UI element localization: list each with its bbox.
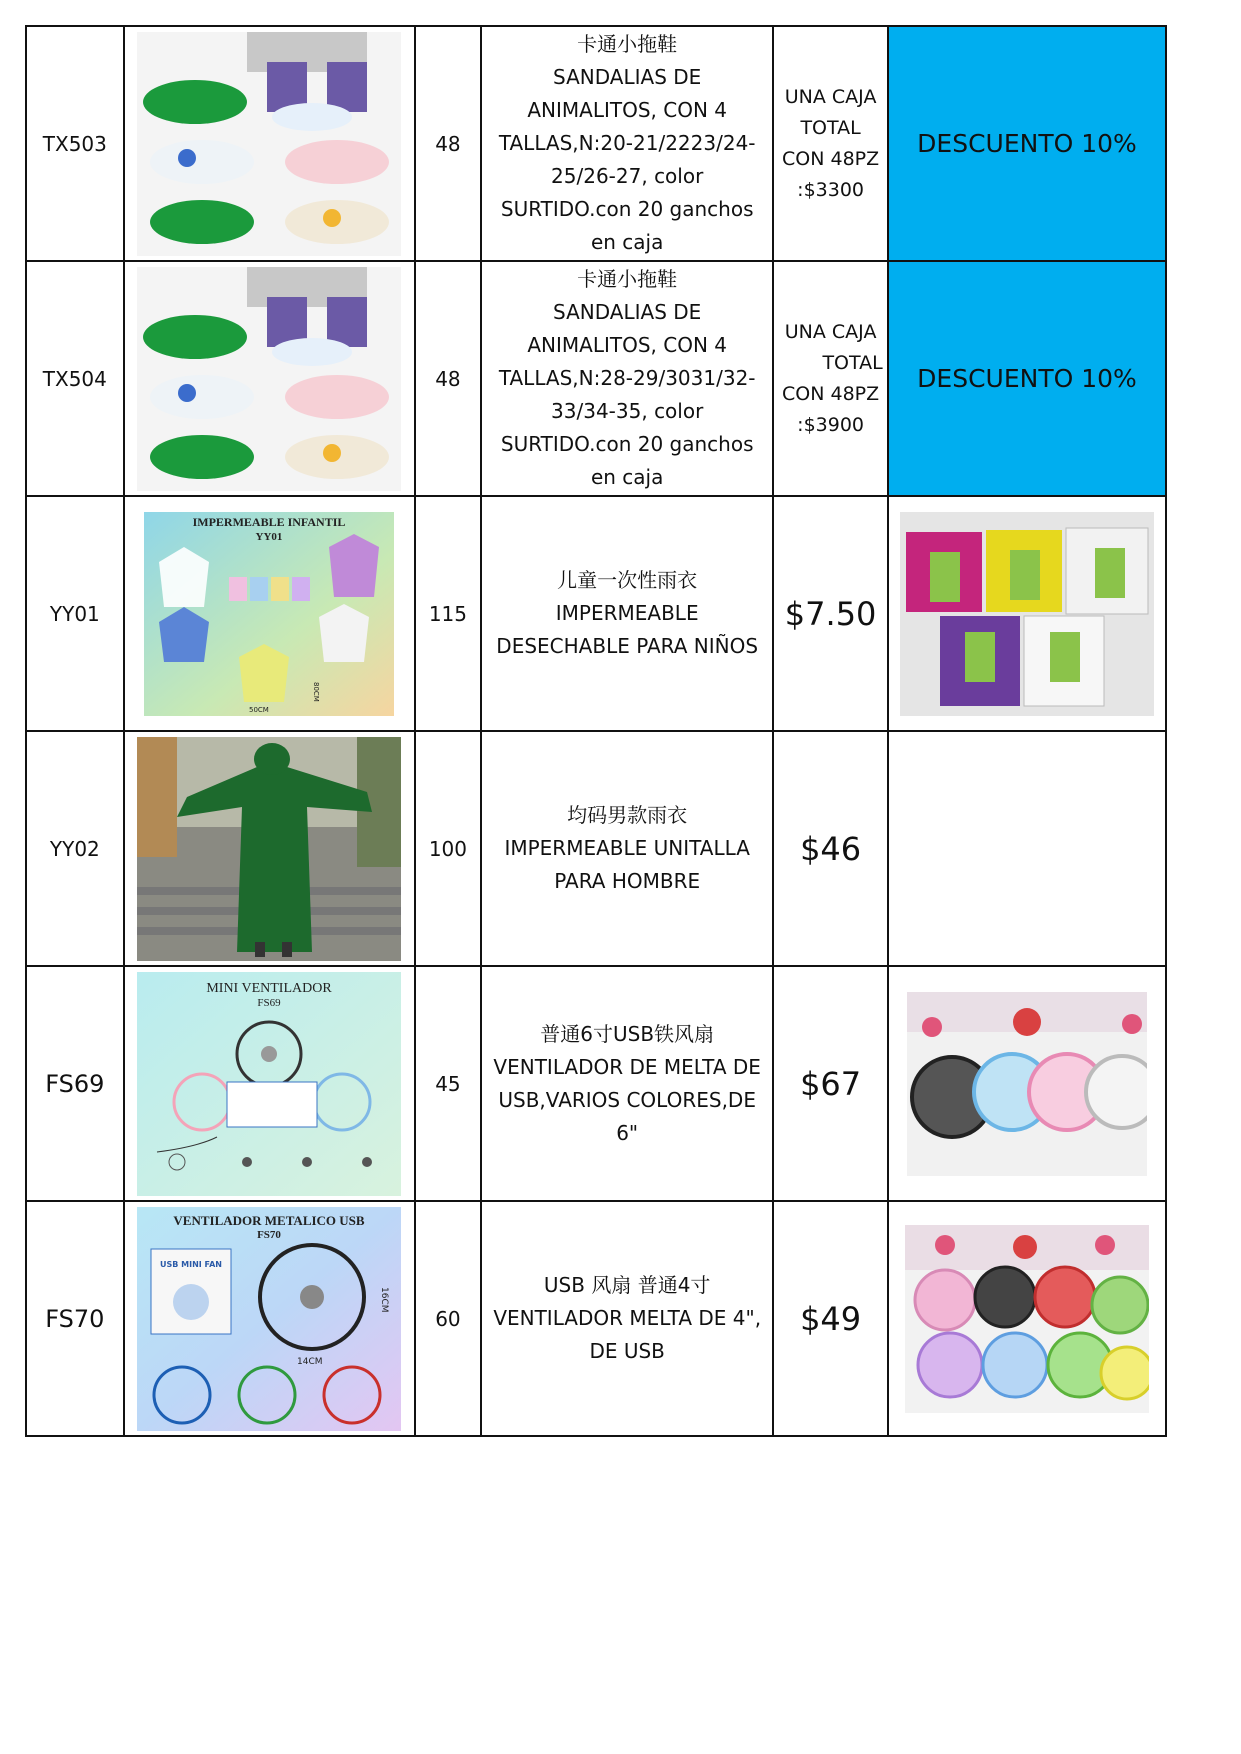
description-chinese: USB 风扇 普通4寸 [543,1273,711,1297]
product-code: FS70 [45,1304,105,1333]
description-cell [481,1201,773,1436]
description-chinese: 均码男款雨衣 [567,803,688,827]
product-code: YY01 [49,601,100,626]
price-cell [773,261,888,496]
sandals-image [137,267,401,491]
description-text: IMPERMEABLE UNITALLA PARA HOMBRE [504,836,750,893]
quantity-cell [415,261,481,496]
quantity: 48 [435,131,461,156]
description-cell [481,261,773,496]
product-image-cell [124,261,415,496]
description-text: SANDALIAS DE ANIMALITOS, CON 4 TALLAS,N:20-21/2223/24-25/26-27, color SURTIDO.con 20 ganchos en caja [498,65,756,254]
product-code-cell [26,261,124,496]
price-line: UNA CAJA [784,85,877,108]
extra-image-cell [888,966,1166,1201]
table-row [26,731,1166,966]
product-image-cell [124,496,415,731]
product-code-cell [26,731,124,966]
extra-image-cell [888,496,1166,731]
extra-image-cell [888,1201,1166,1436]
product-image-cell [124,731,415,966]
table-row [26,26,1166,261]
description-cell [481,731,773,966]
price: $67 [800,1064,862,1103]
quantity: 45 [435,1071,461,1096]
product-image-cell [124,966,415,1201]
quantity: 100 [428,836,468,861]
raincoat-packages-photo [900,512,1154,716]
product-code: TX504 [42,366,107,391]
fans-photo [907,992,1147,1176]
quantity-cell [415,26,481,261]
quantity-cell [415,1201,481,1436]
product-image-cell [124,1201,415,1436]
price-line: TOTAL [800,116,861,139]
empty-cell [888,731,1166,966]
price-cell [773,1201,888,1436]
quantity-cell [415,966,481,1201]
product-code-cell [26,26,124,261]
table-row [26,1201,1166,1436]
price-cell [773,26,888,261]
description-chinese: 卡通小拖鞋 [577,32,678,56]
quantity: 115 [428,601,468,626]
price: $46 [800,829,862,868]
product-code-cell [26,1201,124,1436]
discount-label: DESCUENTO 10% [917,364,1137,393]
description-cell [481,966,773,1201]
description-text: VENTILADOR MELTA DE 4", DE USB [493,1306,762,1363]
description-cell [481,496,773,731]
price-line: :$3900 [797,413,865,436]
quantity: 60 [435,1306,461,1331]
colored-fans-photo [905,1225,1149,1413]
price-cell [773,731,888,966]
raincoat-man-photo [137,737,401,961]
product-table [25,25,1167,1437]
image-title: VENTILADOR METALICO USB [173,1212,365,1228]
image-subtitle: FS70 [257,1228,282,1241]
product-code-cell [26,966,124,1201]
price-line: CON 48PZ [782,382,880,405]
quantity: 48 [435,366,461,391]
price: $7.50 [784,594,877,633]
mini-fan-image [137,972,401,1196]
price-cell [773,966,888,1201]
image-subtitle: YY01 [255,530,283,543]
image-title: MINI VENTILADOR [206,980,332,996]
price-line: :$3300 [797,178,865,201]
product-code: YY02 [49,836,100,861]
image-dimension: 80CM [312,681,321,702]
image-dimension: 50CM [249,705,270,714]
product-code-cell [26,496,124,731]
image-title: IMPERMEABLE INFANTIL [192,514,346,529]
quantity-cell [415,496,481,731]
price-line: TOTAL [822,351,883,374]
price-line: CON 48PZ [782,147,880,170]
discount-cell [888,26,1166,261]
discount-label: DESCUENTO 10% [917,129,1137,158]
raincoat-kids-image [144,512,394,716]
description-text: IMPERMEABLE DESECHABLE PARA NIÑOS [496,601,759,658]
description-text: VENTILADOR DE MELTA DE USB,VARIOS COLORES,DE 6" [493,1054,761,1145]
box-label: USB MINI FAN [160,1259,223,1269]
product-image-cell [124,26,415,261]
table-row [26,261,1166,496]
metal-fan-image [137,1207,401,1431]
description-chinese: 卡通小拖鞋 [577,267,678,291]
table-row [26,966,1166,1201]
discount-cell [888,261,1166,496]
description-chinese: 儿童一次性雨衣 [557,568,698,592]
product-code: TX503 [42,131,107,156]
description-chinese: 普通6寸USB铁风扇 [540,1021,715,1046]
image-subtitle: FS69 [257,996,281,1009]
image-dimension: 14CM [297,1356,323,1367]
price-cell [773,496,888,731]
price-line: UNA CAJA [784,320,877,343]
sandals-image [137,32,401,256]
image-dimension: 16CM [379,1286,390,1313]
table-row [26,496,1166,731]
product-code: FS69 [45,1069,105,1098]
quantity-cell [415,731,481,966]
description-text: SANDALIAS DE ANIMALITOS, CON 4 TALLAS,N:28-29/3031/32-33/34-35, color SURTIDO.con 20 ganchos en caja [498,300,756,489]
description-cell [481,26,773,261]
price: $49 [800,1299,862,1338]
